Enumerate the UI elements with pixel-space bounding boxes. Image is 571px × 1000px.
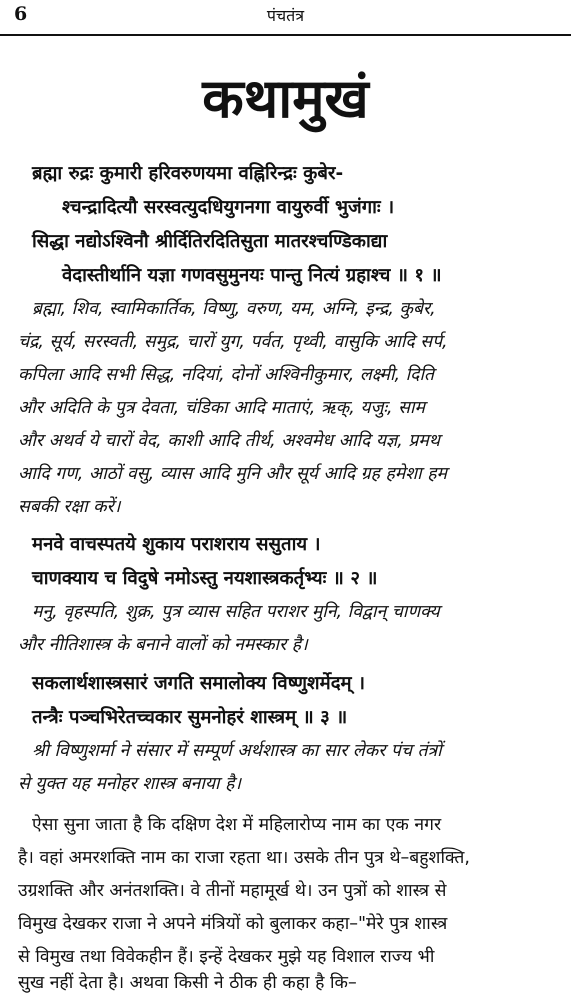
verse-2-line-1: मनवे वाचस्पतये शुकाय पराशराय ससुताय । bbox=[32, 534, 321, 555]
narrative-line-3: उग्रशक्ति और अनंतशक्ति। वे तीनों महामूर्ख थे। उन पुत्रों को शास्त्र से bbox=[18, 881, 447, 901]
page-number: 6 bbox=[14, 3, 28, 25]
page-header bbox=[0, 0, 571, 36]
translation-1-line-3: कपिला आदि सभी सिद्ध, नदियां, दोनों अश्विनीकुमार, लक्ष्मी, दिति bbox=[18, 365, 434, 385]
translation-1-line-2: चंद्र, सूर्य, सरस्वती, समुद्र, चारों युग, पर्वत, पृथ्वी, वासुकि आदि सर्प, bbox=[18, 332, 448, 352]
translation-2-line-1: मनु, वृहस्पति, शुक्र, पुत्र व्यास सहित पराशर मुनि, विद्वान् चाणक्य bbox=[32, 602, 440, 622]
translation-3-line-1: श्री विष्णुशर्मा ने संसार में सम्पूर्ण अर्थशास्त्र का सार लेकर पंच तंत्रों bbox=[32, 741, 442, 761]
narrative-line-5: से विमुख तथा विवेकहीन हैं। इन्हें देखकर मुझे यह विशाल राज्य भी bbox=[18, 947, 435, 967]
verse-1-line-1: ब्रह्मा रुद्रः कुमारी हरिवरुणयमा वह्निरिन्द्रः कुबेर- bbox=[32, 163, 344, 184]
translation-1-line-1: ब्रह्मा, शिव, स्वामिकार्तिक, विष्णु, वरुण, यम, अग्नि, इन्द्र, कुबेर, bbox=[32, 299, 436, 319]
translation-1-line-6: आदि गण, आठों वसु, व्यास आदि मुनि और सूर्य आदि ग्रह हमेशा हम bbox=[18, 464, 448, 484]
verse-3-line-2: तन्त्रैः पञ्चभिरेतच्चकार सुमनोहरं शास्त्रम् ॥ ३ ॥ bbox=[32, 707, 348, 728]
translation-1-line-7: सबकी रक्षा करें। bbox=[18, 497, 121, 517]
narrative-line-1: ऐसा सुना जाता है कि दक्षिण देश में महिलारोप्य नाम का एक नगर bbox=[32, 815, 442, 835]
chapter-title: कथामुखं bbox=[202, 67, 369, 130]
translation-1-line-5: और अथर्व ये चारों वेद, काशी आदि तीर्थ, अश्वमेध आदि यज्ञ, प्रमथ bbox=[18, 431, 440, 451]
translation-2-line-2: और नीतिशास्त्र के बनाने वालों को नमस्कार है। bbox=[18, 635, 308, 655]
translation-1-line-4: और अदिति के पुत्र देवता, चंडिका आदि माताएं, ऋक्, यजुः, साम bbox=[18, 398, 425, 418]
translation-3-line-2: से युक्त यह मनोहर शास्त्र बनाया है। bbox=[18, 774, 242, 794]
running-title: पंचतंत्र bbox=[266, 6, 305, 25]
narrative-line-2: है। वहां अमरशक्ति नाम का राजा रहता था। उसके तीन पुत्र थे–बहुशक्ति, bbox=[18, 848, 470, 868]
narrative-line-6: सुख नहीं देता है। अथवा किसी ने ठीक ही कहा है कि– bbox=[18, 973, 357, 993]
verse-1-line-2: श्चन्द्रादित्यौ सरस्वत्युदधियुगनगा वायुरुर्वी भुजंगाः । bbox=[62, 197, 395, 218]
verse-1-line-3: सिद्धा नद्योऽश्विनौ श्रीर्दितिरदितिसुता मातरश्चण्डिकाद्या bbox=[32, 231, 388, 252]
verse-3-line-1: सकलार्थशास्त्रसारं जगति समालोक्य विष्णुशर्मेदम् । bbox=[32, 673, 366, 694]
verse-2-line-2: चाणक्याय च विदुषे नमोऽस्तु नयशास्त्रकर्तृभ्यः ॥ २ ॥ bbox=[32, 568, 378, 589]
verse-1-line-4: वेदास्तीर्थानि यज्ञा गणवसुमुनयः पान्तु नित्यं ग्रहाश्च ॥ १ ॥ bbox=[62, 265, 442, 286]
narrative-line-4: विमुख देखकर राजा ने अपने मंत्रियों को बुलाकर कहा–"मेरे पुत्र शास्त्र bbox=[18, 914, 448, 934]
